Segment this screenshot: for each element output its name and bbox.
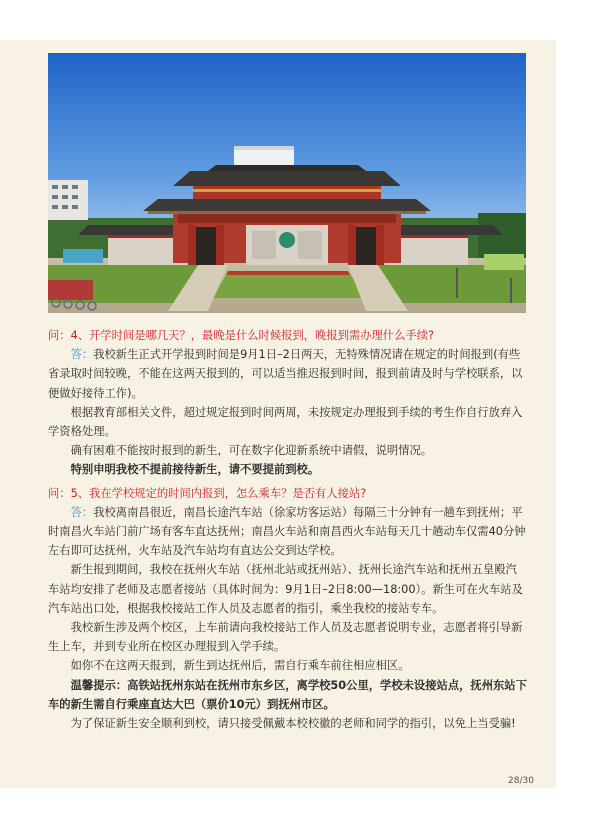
question-5: 问：5、我在学校规定的时间内报到，怎么乘车？是否有人接站?: [48, 486, 367, 500]
answer-5-text: 我校离南昌很近，南昌长途汽车站（徐家坊客运站）每隔三十分钟有一趟车到抚州；平时南昌火车站门前广场有客车直达抚州；南昌火车站和南昌西火车站每天几十趟动车仅需40分钟左右即可达抚州，火车站及汽车站均有直达公交到达学校。: [48, 505, 526, 558]
campus-gate-photo: [48, 53, 526, 313]
answer-label: 答：: [70, 348, 94, 362]
faq-content: [48, 326, 528, 733]
answer-5-paragraph: [48, 503, 528, 561]
answer-4-paragraph-3: 确有困难不能按时报到的新生，可在数字化迎新系统中请假，说明情况。: [70, 444, 433, 458]
answer-5-paragraph-5: 为了保证新生安全顺利到校，请只接受佩戴本校校徽的老师和同学的指引，以免上当受骗!: [70, 717, 516, 731]
page-number: 28/30: [508, 776, 534, 786]
answer-5-paragraph-2: 新生报到期间，我校在抚州火车站（抚州北站或抚州站）、抚州长途汽车站和抚州五皇殿汽车站均安排了老师及志愿者接站（具体时间为：9月1日–2日8:00—18:00）。新生可在火车站及汽车站出口处，根据我校接站工作人员及志愿者的指引，乘坐我校的接站专车。: [48, 563, 523, 615]
answer-4-text: 我校新生正式开学报到时间是9月1日–2日两天，无特殊情况请在规定的时间报到(有些省录取时间较晚，不能在这两天报到的，可以适当推迟报到时间，报到前请及时与学校联系，以便做好接待工作)。: [48, 348, 523, 400]
answer-label: 答：: [70, 505, 94, 519]
answer-4-notice: 特别申明我校不提前接待新生，请不要提前到校。: [70, 463, 320, 477]
answer-5-paragraph-4: 如你不在这两天报到，新生到达抚州后，需自行乘车前往相应相区。: [70, 659, 410, 673]
answer-5-paragraph-3: 我校新生涉及两个校区，上车前请向我校接站工作人员及志愿者说明专业，志愿者将引导新生上车，并到专业所在校区办理报到入学手续。: [48, 621, 523, 654]
answer-4-paragraph-2: 根据教育部相关文件，超过规定报到时间两周，未按规定办理报到手续的考生作自行放弃入学资格处理。: [48, 405, 523, 439]
question-4: 问：4、开学时间是哪几天？，最晚是什么时候报到，晚报到需办理什么手续?: [48, 329, 434, 342]
answer-4-paragraph: [48, 345, 528, 403]
warm-tip: 温馨提示：高铁站抚州东站在抚州市东乡区，离学校50公里，学校未设接站点，抚州东站下车的新生需自行乘座直达大巴（票价10元）到抚州市区。: [48, 678, 527, 711]
